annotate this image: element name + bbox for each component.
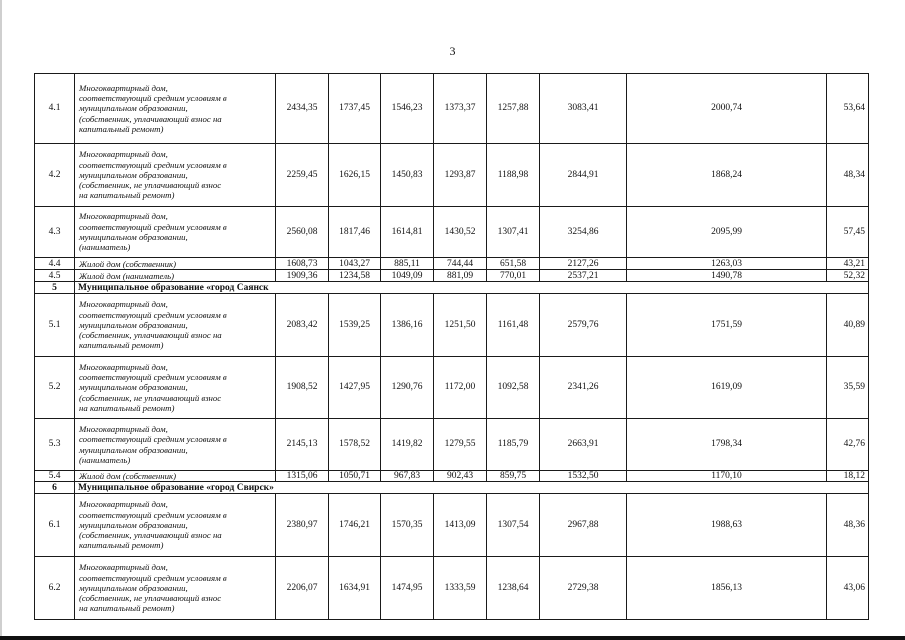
value-cell: 35,59: [827, 357, 869, 419]
section-header-row: [35, 282, 869, 294]
description-line: капитальный ремонт): [79, 340, 164, 351]
value-cell: 1251,50: [434, 294, 487, 357]
description-line: на капитальный ремонт): [79, 190, 175, 201]
row-number: 5.4: [35, 471, 75, 482]
description-line: соответствующий средним условиям в: [79, 509, 227, 520]
description-line: (наниматель): [79, 242, 131, 253]
value-cell: 53,64: [827, 74, 869, 144]
description-line: соответствующий средним условиям в: [79, 159, 227, 170]
value-cell: 1386,16: [381, 294, 434, 357]
value-cell: 2844,91: [540, 144, 627, 207]
value-cell: 2560,08: [276, 207, 329, 258]
value-cell: 1532,50: [540, 471, 627, 482]
value-cell: 3083,41: [540, 74, 627, 144]
description-line: капитальный ремонт): [79, 123, 164, 134]
table-row: [35, 357, 869, 419]
value-cell: 2967,88: [540, 494, 627, 557]
scan-edge-bottom: [0, 636, 905, 640]
description-line: (собственник, уплачивающий взнос на: [79, 113, 222, 124]
value-cell: 1188,98: [487, 144, 540, 207]
value-cell: 1373,37: [434, 74, 487, 144]
description-line: (собственник, не уплачивающий взнос: [79, 593, 222, 604]
value-cell: 1751,59: [627, 294, 827, 357]
value-cell: 2537,21: [540, 270, 627, 282]
description-line: на капитальный ремонт): [79, 603, 175, 614]
value-cell: 1238,64: [487, 557, 540, 620]
value-cell: 1170,10: [627, 471, 827, 482]
description-line: капитальный ремонт): [79, 540, 164, 551]
description-line: Многоквартирный дом,: [79, 149, 168, 160]
value-cell: 1578,52: [329, 419, 381, 471]
value-cell: 2145,13: [276, 419, 329, 471]
value-cell: 1608,73: [276, 258, 329, 270]
value-cell: 2083,42: [276, 294, 329, 357]
description-line: соответствующий средним условиям в: [79, 93, 227, 104]
value-cell: 1868,24: [627, 144, 827, 207]
description-line: Жилой дом (наниматель): [79, 270, 174, 281]
value-cell: 1307,41: [487, 207, 540, 258]
table-row: [35, 494, 869, 557]
value-cell: 1988,63: [627, 494, 827, 557]
value-cell: 1050,71: [329, 471, 381, 482]
description-line: Жилой дом (собственник): [79, 258, 177, 269]
housing-type-description: [75, 419, 276, 471]
value-cell: 1279,55: [434, 419, 487, 471]
housing-type-description: [75, 270, 276, 282]
description-line: Многоквартирный дом,: [79, 361, 168, 372]
table-row: [35, 557, 869, 620]
value-cell: 1908,52: [276, 357, 329, 419]
value-cell: 1263,03: [627, 258, 827, 270]
description-line: Многоквартирный дом,: [79, 562, 168, 573]
value-cell: 1043,27: [329, 258, 381, 270]
section-title: Муниципальное образование «город Саянск: [75, 282, 869, 294]
value-cell: 1539,25: [329, 294, 381, 357]
value-cell: 40,89: [827, 294, 869, 357]
description-line: соответствующий средним условиям в: [79, 221, 227, 232]
description-line: (наниматель): [79, 454, 131, 465]
description-line: муниципальном образовании,: [79, 319, 188, 330]
value-cell: 1430,52: [434, 207, 487, 258]
value-cell: 1817,46: [329, 207, 381, 258]
value-cell: 902,43: [434, 471, 487, 482]
description-line: муниципальном образовании,: [79, 169, 188, 180]
value-cell: 1049,09: [381, 270, 434, 282]
value-cell: 1185,79: [487, 419, 540, 471]
value-cell: 1570,35: [381, 494, 434, 557]
value-cell: 967,83: [381, 471, 434, 482]
table-body: [35, 74, 869, 620]
description-line: Многоквартирный дом,: [79, 211, 168, 222]
value-cell: 1234,58: [329, 270, 381, 282]
value-cell: 43,06: [827, 557, 869, 620]
value-cell: 48,36: [827, 494, 869, 557]
value-cell: 1737,45: [329, 74, 381, 144]
scan-edge-left: [0, 0, 2, 640]
description-line: соответствующий средним условиям в: [79, 572, 227, 583]
description-line: муниципальном образовании,: [79, 519, 188, 530]
value-cell: 1746,21: [329, 494, 381, 557]
description-line: соответствующий средним условиям в: [79, 372, 227, 383]
value-cell: 1419,82: [381, 419, 434, 471]
value-cell: 42,76: [827, 419, 869, 471]
value-cell: 18,12: [827, 471, 869, 482]
value-cell: 1161,48: [487, 294, 540, 357]
section-header-row: [35, 482, 869, 494]
row-number: 4.4: [35, 258, 75, 270]
value-cell: 1619,09: [627, 357, 827, 419]
table-row: [35, 207, 869, 258]
value-cell: 1315,06: [276, 471, 329, 482]
value-cell: 1490,78: [627, 270, 827, 282]
row-number: 6.2: [35, 557, 75, 620]
housing-type-description: [75, 471, 276, 482]
table-row: [35, 74, 869, 144]
value-cell: 1626,15: [329, 144, 381, 207]
value-cell: 2729,38: [540, 557, 627, 620]
value-cell: 651,58: [487, 258, 540, 270]
table-row: [35, 294, 869, 357]
description-line: соответствующий средним условиям в: [79, 434, 227, 445]
tariff-table: [34, 73, 869, 620]
value-cell: 1333,59: [434, 557, 487, 620]
value-cell: 2127,26: [540, 258, 627, 270]
section-title: Муниципальное образование «город Свирск»: [75, 482, 869, 494]
housing-type-description: [75, 357, 276, 419]
value-cell: 1474,95: [381, 557, 434, 620]
value-cell: 1307,54: [487, 494, 540, 557]
row-number: 5.2: [35, 357, 75, 419]
description-line: соответствующий средним условиям в: [79, 309, 227, 320]
value-cell: 2380,97: [276, 494, 329, 557]
value-cell: 1798,34: [627, 419, 827, 471]
description-line: Многоквартирный дом,: [79, 82, 168, 93]
description-line: муниципальном образовании,: [79, 232, 188, 242]
description-line: (собственник, уплачивающий взнос на: [79, 330, 222, 341]
description-line: (собственник, уплачивающий взнос на: [79, 530, 222, 541]
value-cell: 1413,09: [434, 494, 487, 557]
description-line: муниципальном образовании,: [79, 582, 188, 593]
description-line: Многоквартирный дом,: [79, 423, 168, 434]
value-cell: 1450,83: [381, 144, 434, 207]
value-cell: 859,75: [487, 471, 540, 482]
housing-type-description: [75, 294, 276, 357]
value-cell: 43,21: [827, 258, 869, 270]
table-row: [35, 258, 869, 270]
value-cell: 2579,76: [540, 294, 627, 357]
value-cell: 2434,35: [276, 74, 329, 144]
description-line: (собственник, не уплачивающий взнос: [79, 180, 222, 191]
value-cell: 2206,07: [276, 557, 329, 620]
description-line: Многоквартирный дом,: [79, 299, 168, 310]
value-cell: 881,09: [434, 270, 487, 282]
table-row: [35, 419, 869, 471]
housing-type-description: [75, 557, 276, 620]
value-cell: 1634,91: [329, 557, 381, 620]
value-cell: 770,01: [487, 270, 540, 282]
value-cell: 1172,00: [434, 357, 487, 419]
row-number: 4.3: [35, 207, 75, 258]
value-cell: 1092,58: [487, 357, 540, 419]
value-cell: 2000,74: [627, 74, 827, 144]
value-cell: 48,34: [827, 144, 869, 207]
housing-type-description: [75, 144, 276, 207]
description-line: Жилой дом (собственник): [79, 471, 177, 481]
value-cell: 744,44: [434, 258, 487, 270]
housing-type-description: [75, 207, 276, 258]
value-cell: 2095,99: [627, 207, 827, 258]
table-row: [35, 144, 869, 207]
description-line: муниципальном образовании,: [79, 382, 188, 393]
value-cell: 2663,91: [540, 419, 627, 471]
row-number: 5.3: [35, 419, 75, 471]
description-line: муниципальном образовании,: [79, 103, 188, 114]
value-cell: 1546,23: [381, 74, 434, 144]
row-number: 6.1: [35, 494, 75, 557]
row-number: 5.1: [35, 294, 75, 357]
value-cell: 2259,45: [276, 144, 329, 207]
value-cell: 885,11: [381, 258, 434, 270]
row-number: 5: [35, 282, 75, 294]
value-cell: 3254,86: [540, 207, 627, 258]
value-cell: 1290,76: [381, 357, 434, 419]
description-line: (собственник, не уплачивающий взнос: [79, 392, 222, 403]
row-number: 4.2: [35, 144, 75, 207]
value-cell: 1427,95: [329, 357, 381, 419]
row-number: 6: [35, 482, 75, 494]
housing-type-description: [75, 258, 276, 270]
housing-type-description: [75, 494, 276, 557]
description-line: муниципальном образовании,: [79, 444, 188, 455]
description-line: на капитальный ремонт): [79, 402, 175, 413]
value-cell: 52,32: [827, 270, 869, 282]
table-row: [35, 270, 869, 282]
value-cell: 2341,26: [540, 357, 627, 419]
value-cell: 1614,81: [381, 207, 434, 258]
value-cell: 1293,87: [434, 144, 487, 207]
description-line: Многоквартирный дом,: [79, 499, 168, 510]
table-row: [35, 471, 869, 482]
housing-type-description: [75, 74, 276, 144]
row-number: 4.5: [35, 270, 75, 282]
value-cell: 1909,36: [276, 270, 329, 282]
row-number: 4.1: [35, 74, 75, 144]
value-cell: 1856,13: [627, 557, 827, 620]
value-cell: 1257,88: [487, 74, 540, 144]
value-cell: 57,45: [827, 207, 869, 258]
page-number: 3: [449, 44, 456, 58]
